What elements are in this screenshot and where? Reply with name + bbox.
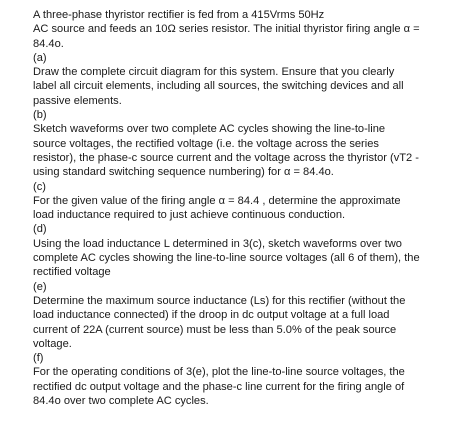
text-line: (f) (33, 352, 44, 365)
text-line: load inductance required to just achieve continuous conduction. (33, 209, 346, 222)
text-line: A three-phase thyristor rectifier is fed from a 415Vrms 50Hz (33, 9, 325, 21)
text-line: current of 22A (current source) must be less than 5.0% of the peak source (33, 323, 397, 336)
text-line: using standard switching sequence numbering) for α = 84.4o. (33, 166, 334, 179)
text-line: rectified dc output voltage and the phase-c line current for the firing angle of (33, 380, 405, 393)
text-line: For the given value of the firing angle α = 84.4 , determine the approximate (33, 194, 401, 207)
question-text (33, 8, 465, 408)
text-line: source voltages, the rectified voltage (i.e. the voltage across the series (33, 137, 379, 150)
text-line: (c) (33, 180, 46, 193)
text-line: complete AC cycles showing the line-to-line source voltages (all 6 of them), the (33, 252, 420, 265)
text-line: resistor), the phase-c source current and the voltage across the thyristor (vT2 - (33, 151, 419, 164)
text-line: passive elements. (33, 94, 122, 107)
text-line: (b) (33, 109, 47, 122)
text-line: load inductance connected) if the droop in dc output voltage at a full load (33, 309, 390, 322)
text-line: (a) (33, 51, 47, 64)
text-line: For the operating conditions of 3(e), plot the line-to-line source voltages, the (33, 366, 405, 379)
text-line: label all circuit elements, including all sources, the switching devices and all (33, 80, 404, 93)
text-line: Draw the complete circuit diagram for this system. Ensure that you clearly (33, 66, 395, 79)
text-line: 84.4o over two complete AC cycles. (33, 395, 209, 408)
text-line: 84.4o. (33, 37, 64, 50)
text-line: (e) (33, 280, 47, 293)
text-line: AC source and feeds an 10Ω series resistor. The initial thyristor firing angle α = (33, 23, 420, 36)
text-line: voltage. (33, 337, 72, 350)
text-line: Using the load inductance L determined in 3(c), sketch waveforms over two (33, 237, 402, 250)
text-line: (d) (33, 223, 47, 236)
text-line: Determine the maximum source inductance (Ls) for this rectifier (without the (33, 294, 406, 307)
text-line: rectified voltage (33, 266, 111, 279)
text-line: Sketch waveforms over two complete AC cycles showing the line-to-line (33, 123, 386, 136)
